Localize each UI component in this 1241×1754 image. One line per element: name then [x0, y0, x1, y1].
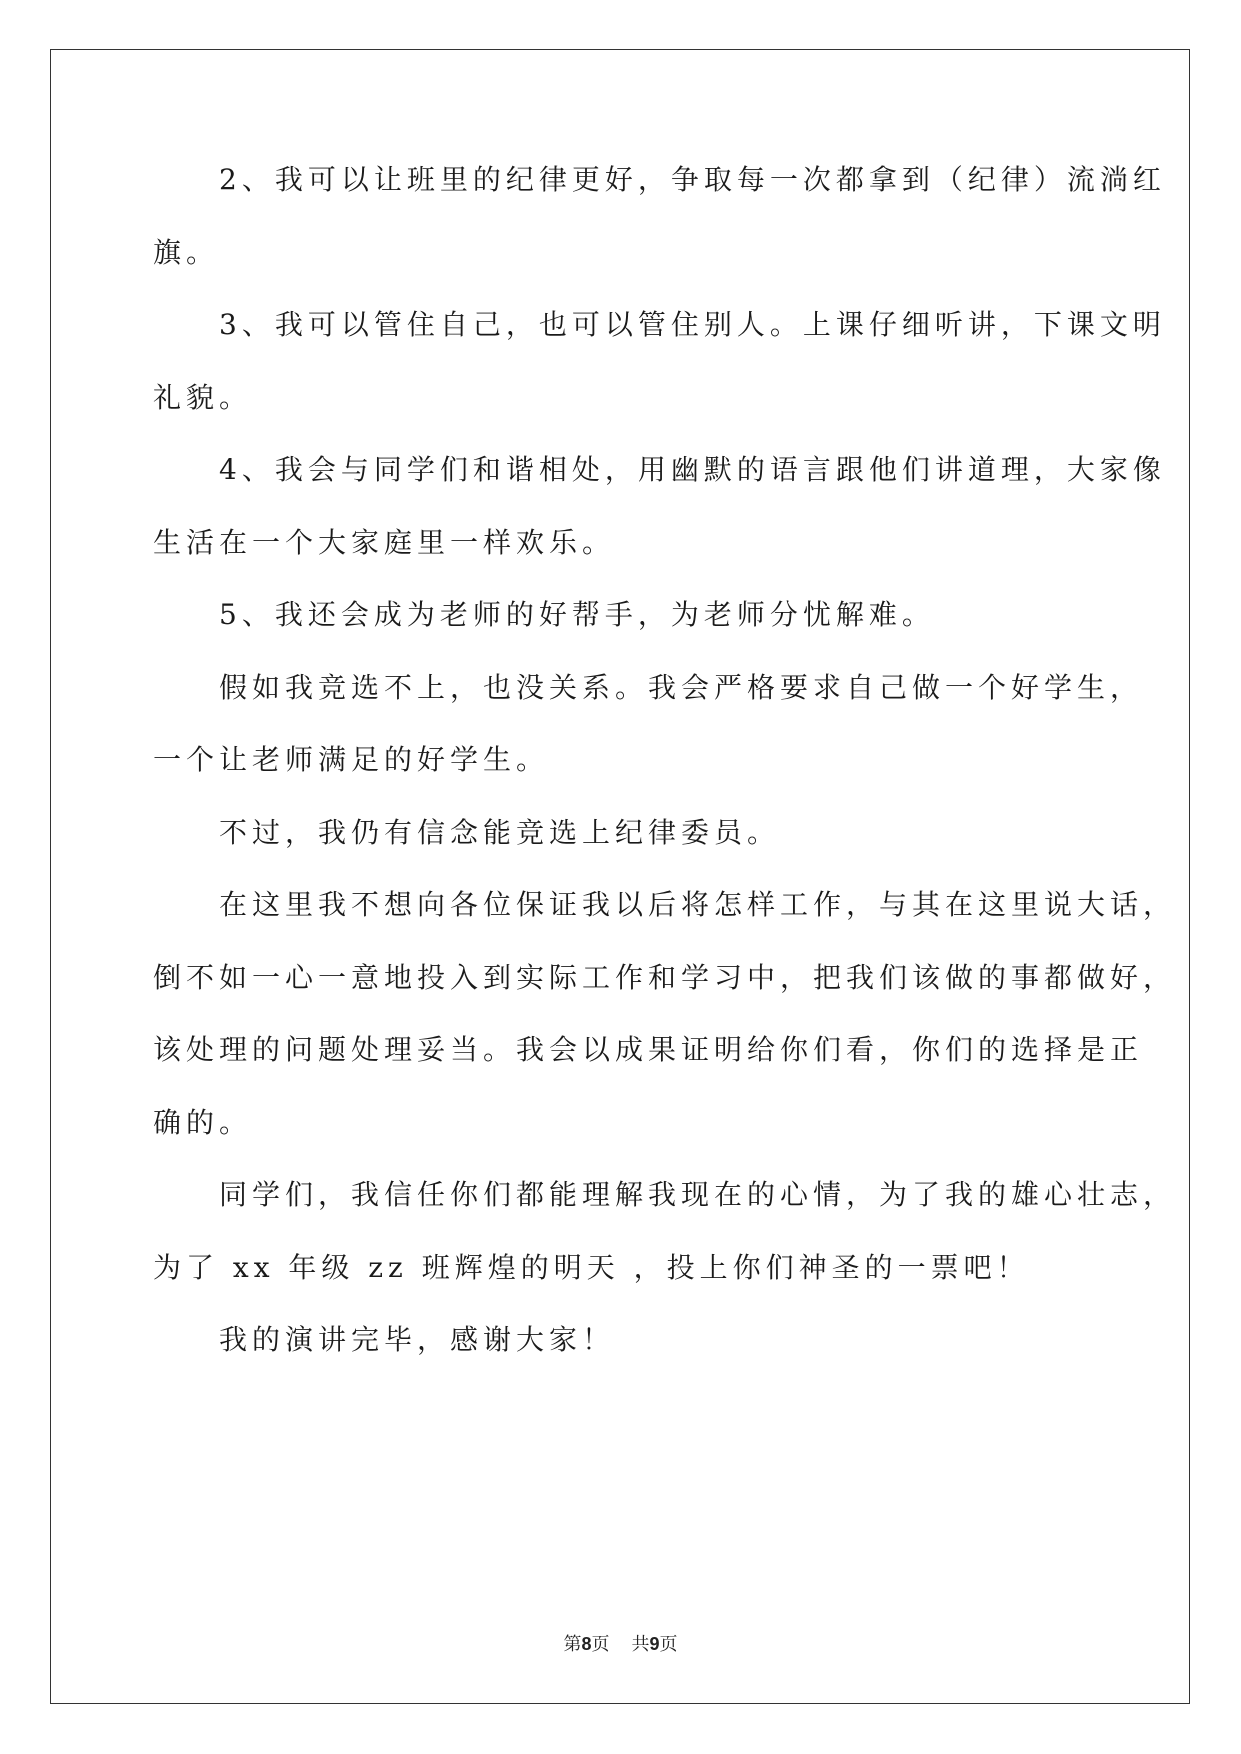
text-line: 生活在一个大家庭里一样欢乐。 — [153, 526, 616, 559]
page-footer — [0, 1632, 1241, 1657]
text-line: 确的。 — [153, 1106, 253, 1139]
text-line: 我的演讲完毕，感谢大家！ — [153, 1323, 616, 1356]
page-suffix: 页 — [591, 1634, 610, 1655]
current-page-number: 8 — [581, 1634, 592, 1654]
text-line: 不过，我仍有信念能竞选上纪律委员。 — [153, 816, 781, 849]
text-line: 5、我还会成为老师的好帮手，为老师分忧解难。 — [153, 598, 935, 631]
text-line: 一个让老师满足的好学生。 — [153, 743, 550, 776]
total-prefix: 共 — [631, 1634, 650, 1655]
text-line: 假如我竞选不上，也没关系。我会严格要求自己做一个好学生， — [153, 671, 1144, 704]
total-suffix: 页 — [659, 1634, 678, 1655]
text-line: 倒不如一心一意地投入到实际工作和学习中，把我们该做的事都做好， — [153, 961, 1177, 994]
text-line: 3、我可以管住自己，也可以管住别人。上课仔细听讲，下课文明 — [153, 308, 1166, 341]
text-line: 4、我会与同学们和谐相处，用幽默的语言跟他们讲道理，大家像 — [153, 453, 1166, 486]
text-line: 为了 xx 年级 zz 班辉煌的明天 ，投上你们神圣的一票吧！ — [153, 1251, 1030, 1284]
page-prefix: 第 — [563, 1634, 582, 1655]
text-line: 旗。 — [153, 236, 220, 269]
page-border — [50, 49, 1190, 1704]
text-line: 同学们，我信任你们都能理解我现在的心情，为了我的雄心壮志， — [153, 1178, 1177, 1211]
text-line: 2、我可以让班里的纪律更好，争取每一次都拿到（纪律）流淌红 — [153, 163, 1166, 196]
text-line: 该处理的问题处理妥当。我会以成果证明给你们看，你们的选择是正 — [153, 1033, 1144, 1066]
text-line: 礼貌。 — [153, 381, 253, 414]
total-pages-number: 9 — [649, 1634, 660, 1654]
text-line: 在这里我不想向各位保证我以后将怎样工作，与其在这里说大话， — [153, 888, 1177, 921]
